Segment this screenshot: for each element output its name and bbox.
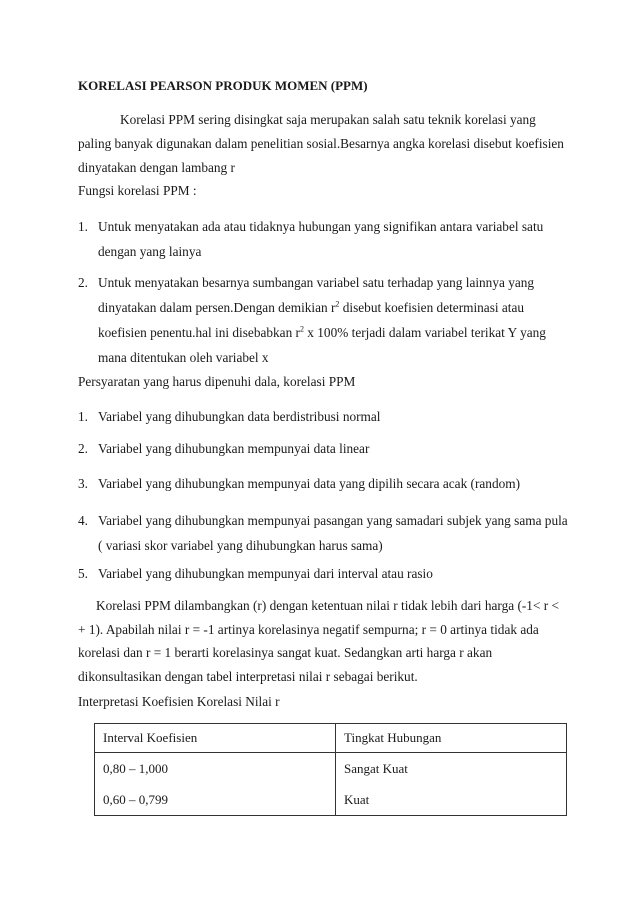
list-number: 1. bbox=[78, 219, 88, 234]
text-part-2: disebut koefisien determinasi atau koefisien penentu.hal ini disebabkan r bbox=[98, 300, 525, 340]
fungsi-heading: Fungsi korelasi PPM : bbox=[78, 183, 197, 198]
ppm-paragraph: Korelasi PPM dilambangkan (r) dengan ketentuan nilai r tidak lebih dari harga (-1< r < + 1). Apabilah nilai r = -1 artinya korelasinya negatif sempurna; r = 0 artinya tidak ada korelasi dan r = 1 berarti korelasinya sangat kuat. Sedangkan arti harga r akan dikonsultasikan dengan tabel interpretasi nilai r sebagai berikut. bbox=[78, 598, 560, 684]
text-part-1: Untuk menyatakan besarnya sumbangan variabel satu terhadap yang lainnya yang dinyatakan dalam persen.Dengan demikian r bbox=[98, 275, 535, 315]
list-text: Variabel yang dihubungkan mempunyai dari interval atau rasio bbox=[98, 566, 433, 581]
text-part-3: x 100% terjadi dalam variabel terikat Y yang mana ditentukan oleh variabel x bbox=[98, 325, 546, 365]
interval-value: 0,60 – 0,799 bbox=[103, 792, 168, 807]
list-text bbox=[98, 270, 568, 370]
list-text: Variabel yang dihubungkan mempunyai pasangan yang samadari subjek yang sama pula ( variasi skor variabel yang dihubungkan harus sama) bbox=[98, 513, 568, 553]
list-number: 3. bbox=[78, 476, 88, 491]
list-number: 4. bbox=[78, 513, 88, 528]
document-title: KORELASI PEARSON PRODUK MOMEN (PPM) bbox=[78, 78, 368, 93]
superscript-2: 2 bbox=[299, 324, 304, 334]
intro-paragraph: Korelasi PPM sering disingkat saja merupakan salah satu teknik korelasi yang paling banyak digunakan dalam penelitian sosial.Besarnya angka korelasi disebut koefisien dinyatakan dengan lambang r bbox=[78, 112, 564, 175]
list-number: 2. bbox=[78, 275, 88, 290]
table-caption: Interpretasi Koefisien Korelasi Nilai r bbox=[78, 694, 280, 709]
interval-value: 0,80 – 1,000 bbox=[103, 761, 168, 776]
table-header-interval: Interval Koefisien bbox=[95, 724, 336, 753]
list-number: 1. bbox=[78, 409, 88, 424]
table-cell-interval bbox=[95, 753, 336, 816]
tingkat-value: Kuat bbox=[344, 792, 370, 807]
list-text: Variabel yang dihubungkan mempunyai data linear bbox=[98, 441, 370, 456]
table-header-tingkat: Tingkat Hubungan bbox=[336, 724, 567, 753]
superscript-1: 2 bbox=[335, 299, 340, 309]
tingkat-value: Sangat Kuat bbox=[344, 761, 408, 776]
list-number: 5. bbox=[78, 566, 88, 581]
syarat-heading: Persyaratan yang harus dipenuhi dala, korelasi PPM bbox=[78, 374, 356, 389]
list-text: Untuk menyatakan ada atau tidaknya hubungan yang signifikan antara variabel satu dengan yang lainya bbox=[98, 219, 544, 259]
list-text: Variabel yang dihubungkan data berdistribusi normal bbox=[98, 409, 381, 424]
table-cell-tingkat bbox=[336, 753, 567, 816]
list-text: Variabel yang dihubungkan mempunyai data yang dipilih secara acak (random) bbox=[98, 476, 521, 491]
table-row bbox=[95, 753, 567, 816]
list-number: 2. bbox=[78, 441, 88, 456]
interpretation-table bbox=[94, 723, 567, 816]
table-header-row bbox=[95, 724, 567, 753]
